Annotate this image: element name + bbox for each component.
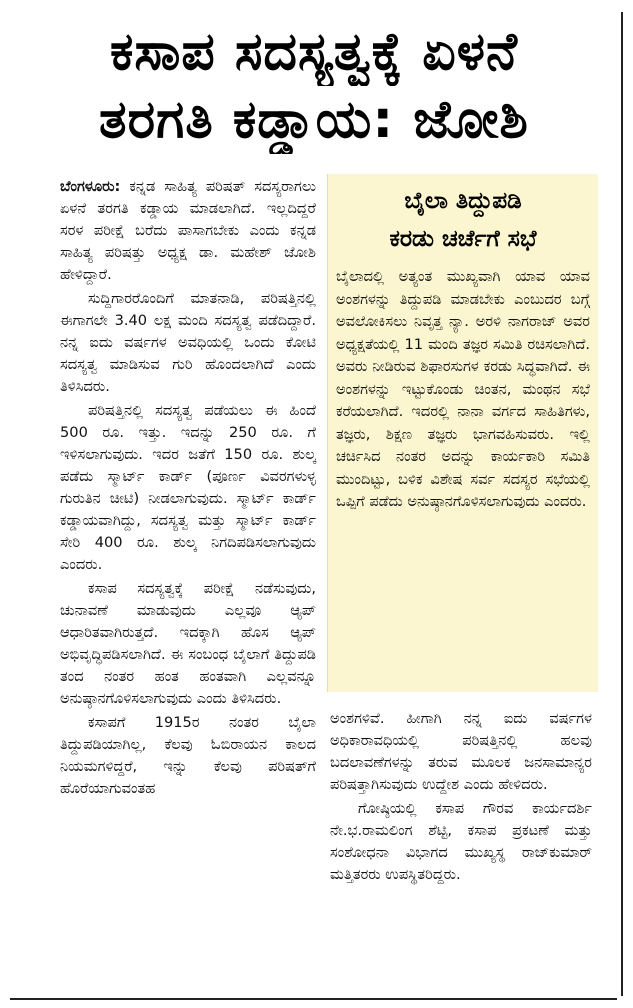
article-paragraph-5: ಕಸಾಪಗೆ 1915ರ ನಂತರ ಬೈಲಾ ತಿದ್ದುಪಡಿಯಾಗಿಲ್ಲ, ಕೆಲವು ಓಬಿರಾಯನ ಕಾಲದ ನಿಯಮಗಳಿದ್ದರೆ, ಇನ್ನು ಕೆಲವು ಪರಿಷತ್‌ಗೆ ಹೊರೆಯಾಗುವಂತಹ [60,714,316,797]
right-border-rule [621,12,623,996]
paragraph-text: ಕನ್ನಡ ಸಾಹಿತ್ಯ ಪರಿಷತ್ ಸದಸ್ಯರಾಗಲು ಏಳನೆ ತರಗತಿ ಕಡ್ಡಾಯ ಮಾಡಲಾಗಿದೆ. ಇಲ್ಲದಿದ್ದರೆ ಸರಳ ಪರೀಕ್ಷೆ ಬರೆದು ಪಾಸಾಗಬೇಕು ಎಂದು ಕನ್ನಡ ಸಾಹಿತ್ಯ ಪರಿಷತ್ತು ಅಧ್ಯಕ್ಷ ಡಾ. ಮಹೇಶ್ ಜೋಶಿ ಹೇಳಿದ್ದಾರೆ. [60,178,317,283]
sidebar-title [328,182,598,258]
headline-line-1: ಕಸಾಪ ಸದಸ್ಯತ್ವಕ್ಕೆ ಏಳನೆ [110,22,518,82]
bottom-border-rule [10,998,617,1000]
article-paragraph-3: ಪರಿಷತ್ತಿನಲ್ಲಿ ಸದಸ್ಯತ್ವ ಪಡೆಯಲು ಈ ಹಿಂದೆ 500 ರೂ. ಇತ್ತು. ಇದನ್ನು 250 ರೂ. ಗೆ ಇಳಿಸಲಾಗುವುದು. ಇದರ ಜತೆಗೆ 150 ರೂ. ಶುಲ್ಕ ಪಡೆದು ಸ್ಮಾರ್ಟ್ ಕಾರ್ಡ್ (ಪೂರ್ಣ ವಿವರಗಳುಳ್ಳ ಗುರುತಿನ ಚೀಟಿ) ನೀಡಲಾಗುವುದು. ಸ್ಮಾರ್ಟ್ ಕಾರ್ಡ್ ಕಡ್ಡಾಯವಾಗಿದ್ದು, ಸದಸ್ಯತ್ವ ಮತ್ತು ಸ್ಮಾರ್ಟ್ ಕಾರ್ಡ್ ಸೇರಿ 400 ರೂ. ಶುಲ್ಕ ನಿಗದಿಪಡಿಸಲಾಗುವುದು ಎಂದರು. [60,402,316,573]
sidebar-title-line-1: ಬೈಲಾ ತಿದ್ದುಪಡಿ [404,188,522,214]
article-paragraph-1 [60,176,316,286]
sidebar-box [327,174,598,692]
article-column-left [60,176,316,802]
sidebar-body [336,266,590,514]
continuation-paragraph-2: ಗೋಷ್ಠಿಯಲ್ಲಿ ಕಸಾಪ ಗೌರವ ಕಾರ್ಯದರ್ಶಿ ನೇ.ಭ.ರಾಮಲಿಂಗ ಶೆಟ್ಟಿ, ಕಸಾಪ ಪ್ರಕಟಣೆ ಮತ್ತು ಸಂಶೋಧನಾ ವಿಭಾಗದ ಮುಖ್ಯಸ್ಥ ರಾಜ್‌ಕುಮಾರ್ ಮತ್ತಿತರರು ಉಪಸ್ಥಿತರಿದ್ದರು. [330,800,592,883]
article-column-right [330,708,592,888]
continuation-paragraph-1: ಅಂಶಗಳಿವೆ. ಹೀಗಾಗಿ ನನ್ನ ಐದು ವರ್ಷಗಳ ಅಧಿಕಾರಾವಧಿಯಲ್ಲಿ ಪರಿಷತ್ತಿನಲ್ಲಿ ಹಲವು ಬದಲಾವಣೆಗಳನ್ನು ತರುವ ಮೂಲಕ ಜನಸಾಮಾನ್ಯರ ಪರಿಷತ್ತಾಗಿಸುವುದು ಉದ್ದೇಶ ಎಂದು ಹೇಳಿದರು. [330,710,592,793]
sidebar-title-line-2: ಕರಡು ಚರ್ಚೆಗೆ ಸಭೆ [389,226,537,252]
headline [18,18,610,154]
article-paragraph-4: ಕಸಾಪ ಸದಸ್ಯತ್ವಕ್ಕೆ ಪರೀಕ್ಷೆ ನಡೆಸುವುದು, ಚುನಾವಣೆ ಮಾಡುವುದು ಎಲ್ಲವೂ ಆ್ಯಪ್ ಆಧಾರಿತವಾಗಿರುತ್ತದೆ. ಇದಕ್ಕಾಗಿ ಹೊಸ ಆ್ಯಪ್ ಅಭಿವೃದ್ಧಿಪಡಿಸಲಾಗಿದೆ. ಈ ಸಂಬಂಧ ಬೈಲಾಗೆ ತಿದ್ದುಪಡಿ ತಂದ ನಂತರ ಹಂತ ಹಂತವಾಗಿ ಎಲ್ಲವನ್ನೂ ಅನುಷ್ಠಾನಗೊಳಿಸಲಾಗುವುದು ಎಂದು ತಿಳಿಸಿದರು. [60,580,316,707]
article-paragraph-2: ಸುದ್ದಿಗಾರರೊಂದಿಗೆ ಮಾತನಾಡಿ, ಪರಿಷತ್ತಿನಲ್ಲಿ ಈಗಾಗಲೇ 3.40 ಲಕ್ಷ ಮಂದಿ ಸದಸ್ಯತ್ವ ಪಡೆದಿದ್ದಾರೆ. ನನ್ನ ಐದು ವರ್ಷಗಳ ಅವಧಿಯಲ್ಲಿ ಒಂದು ಕೋಟಿ ಸದಸ್ಯತ್ವ ಮಾಡಿಸುವ ಗುರಿ ಹೊಂದಲಾಗಿದೆ ಎಂದು ತಿಳಿಸಿದರು. [60,290,316,395]
headline-line-2: ತರಗತಿ ಕಡ್ಡಾಯ: ಜೋಶಿ [99,90,529,150]
dateline: ಬೆಂಗಳೂರು: [60,178,121,195]
sidebar-paragraph: ಬೈಲಾದಲ್ಲಿ ಅತ್ಯಂತ ಮುಖ್ಯವಾಗಿ ಯಾವ ಯಾವ ಅಂಶಗಳನ್ನು ತಿದ್ದುಪಡಿ ಮಾಡಬೇಕು ಎಂಬುದರ ಬಗ್ಗೆ ಅವಲೋಕಿಸಲು ನಿವೃತ್ತ ನ್ಯಾ. ಅರಳಿ ನಾಗರಾಜ್ ಅವರ ಅಧ್ಯಕ್ಷತೆಯಲ್ಲಿ 11 ಮಂದಿ ತಜ್ಞರ ಸಮಿತಿ ರಚಿಸಲಾಗಿದೆ. ಅವರು ನೀಡಿರುವ ಶಿಫಾರಸುಗಳ ಕರಡು ಸಿದ್ಧವಾಗಿದೆ. ಈ ಅಂಶಗಳನ್ನು ಇಟ್ಟುಕೊಂಡು ಚಿಂತನ, ಮಂಥನ ಸಭೆ ಕರೆಯಲಾಗಿದೆ. ಇದರಲ್ಲಿ ನಾನಾ ವರ್ಗದ ಸಾಹಿತಿಗಳು, ತಜ್ಞರು, ಶಿಕ್ಷಣ ತಜ್ಞರು ಭಾಗವಹಿಸುವರು. ಇಲ್ಲಿ ಚರ್ಚಿಸಿದ ನಂತರ ಅದನ್ನು ಕಾರ್ಯಕಾರಿ ಸಮಿತಿ ಮುಂದಿಟ್ಟು, ಬಳಿಕ ವಿಶೇಷ ಸರ್ವ ಸದಸ್ಯರ ಸಭೆಯಲ್ಲಿ ಒಪ್ಪಿಗೆ ಪಡೆದು ಅನುಷ್ಠಾನಗೊಳಿಸಲಾಗುವುದು ಎಂದರು. [336,268,590,510]
